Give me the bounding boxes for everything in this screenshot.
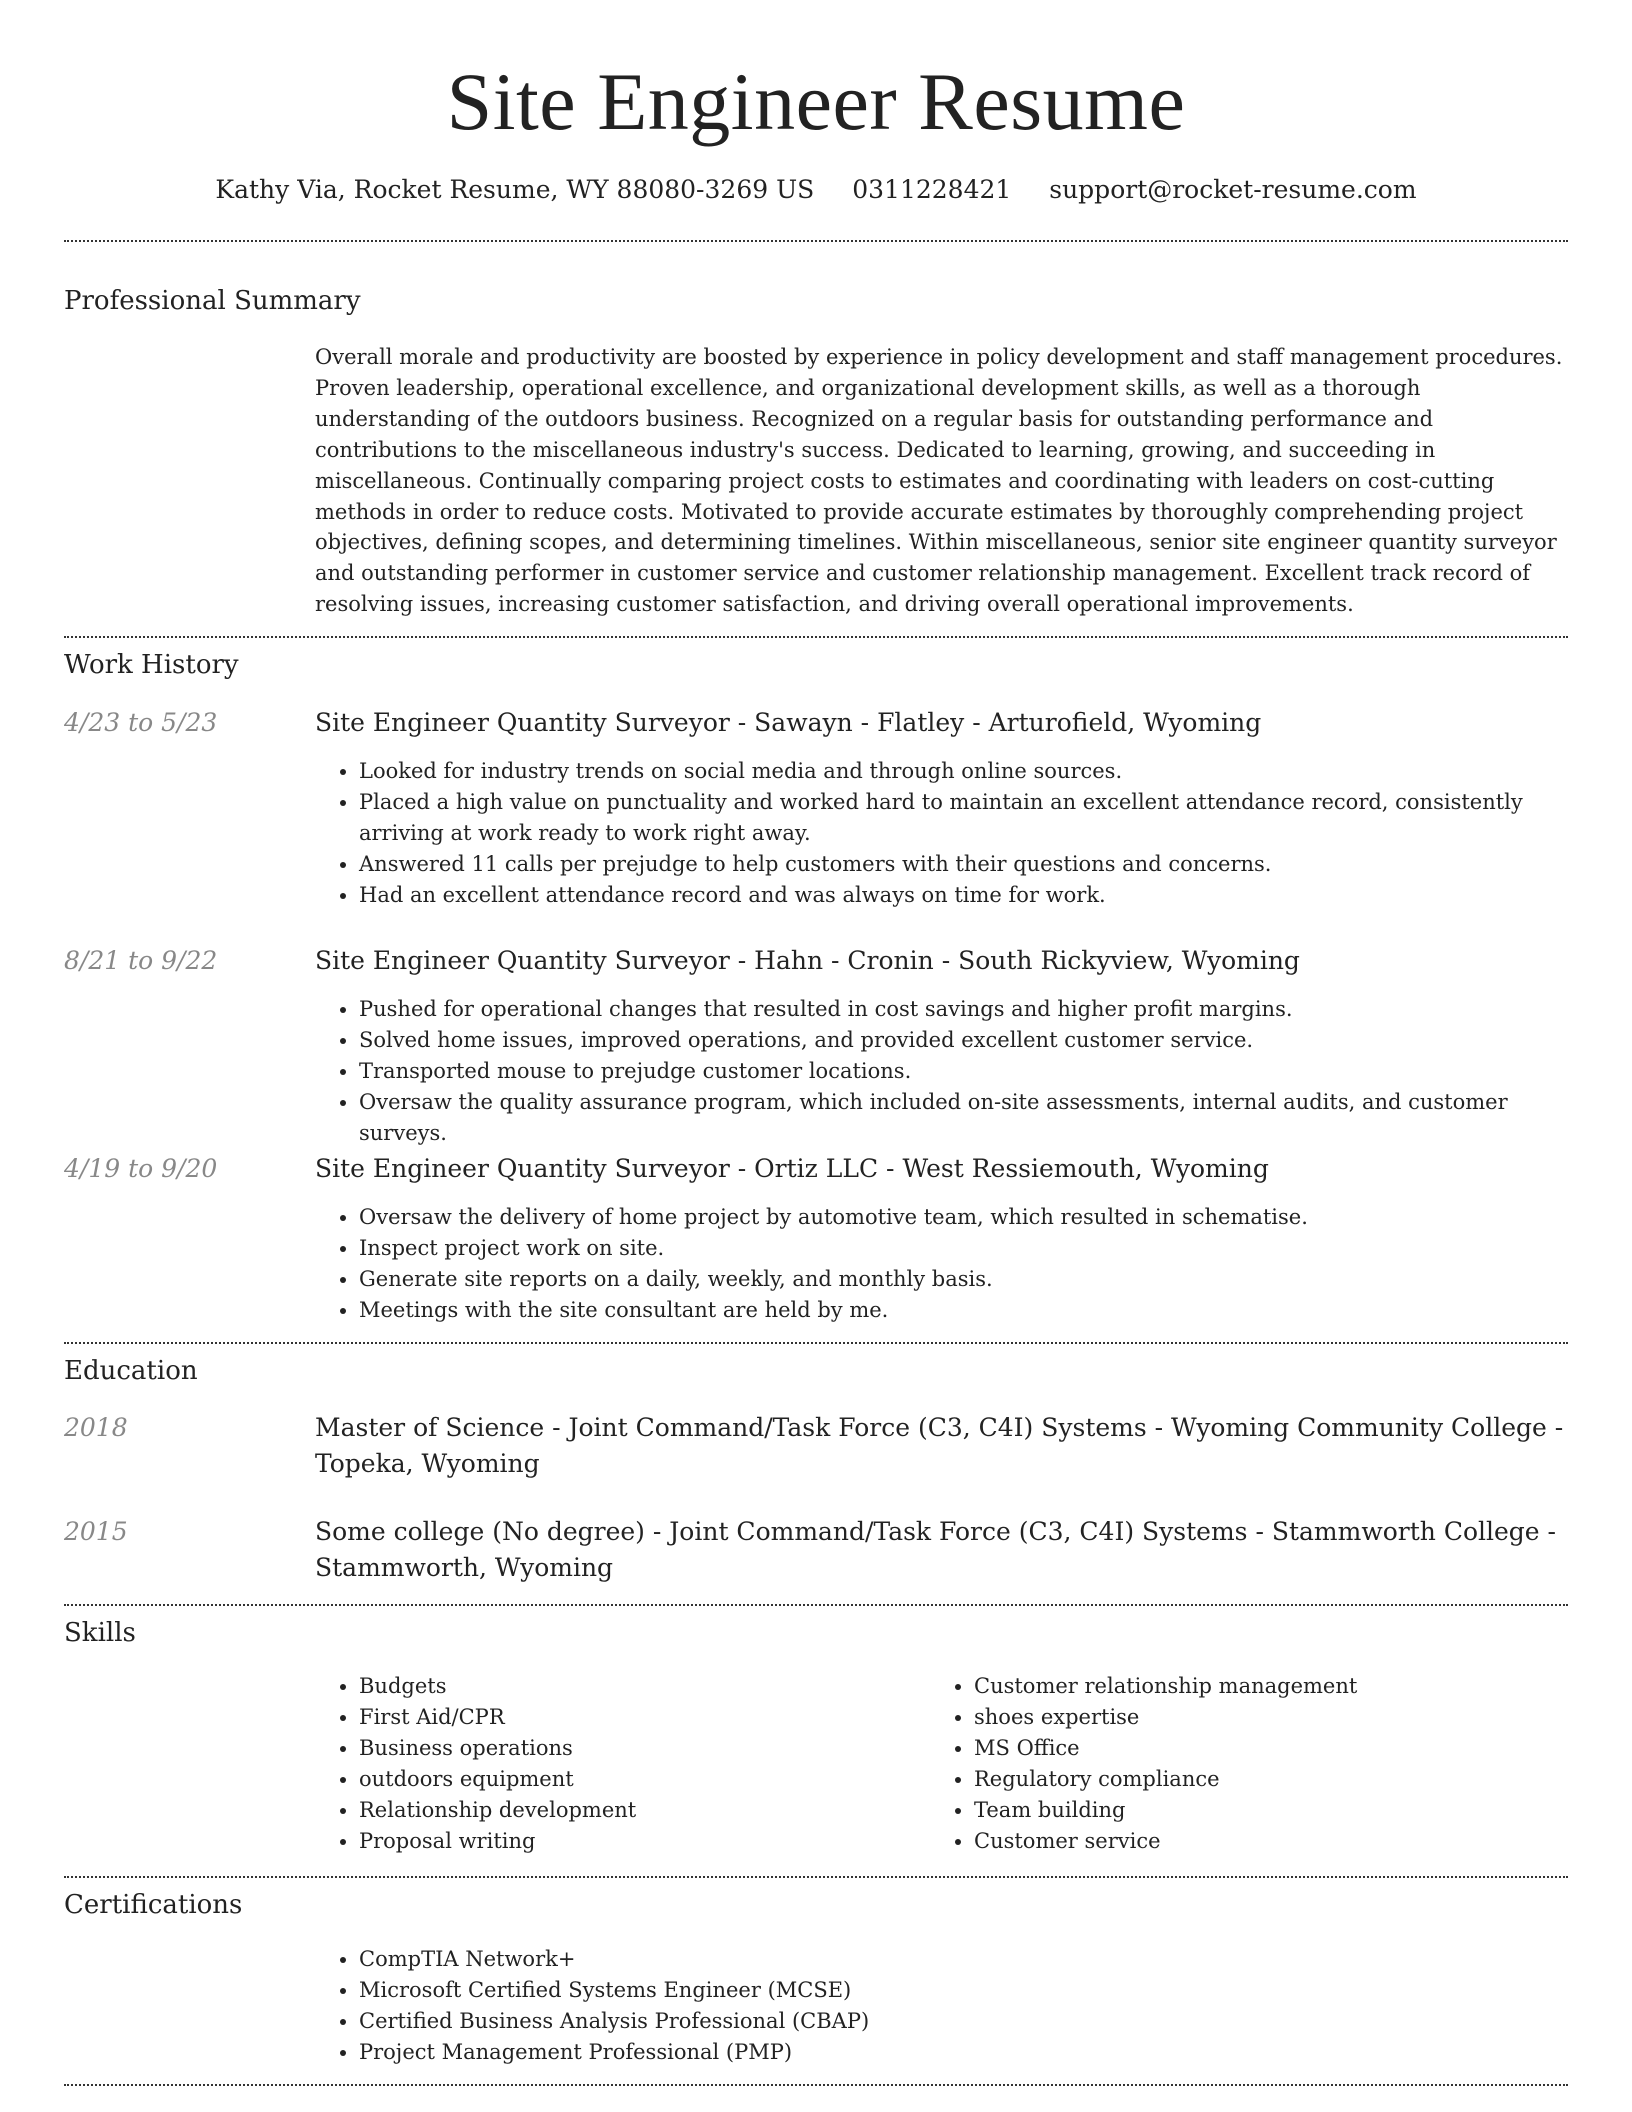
section-divider bbox=[64, 2084, 1568, 2086]
list-item: • Budgets bbox=[359, 1671, 919, 1702]
job-title: Site Engineer Quantity Surveyor - Sawayn - Flatley - Arturofield, Wyoming bbox=[315, 708, 1262, 737]
list-item: • First Aid/CPR bbox=[359, 1702, 919, 1733]
work-history-heading: Work History bbox=[64, 650, 239, 680]
list-item: • Pushed for operational changes that resulted in cost savings and higher profit margins. bbox=[359, 994, 1589, 1025]
list-item: • Placed a high value on punctuality and worked hard to maintain an excellent attendance record, consistently arriving at work ready to work right away. bbox=[359, 787, 1589, 849]
education-entry bbox=[315, 1410, 1565, 1482]
contact-email: support@rocket-resume.com bbox=[1049, 175, 1417, 204]
list-item: • shoes expertise bbox=[974, 1702, 1594, 1733]
certifications-heading: Certifications bbox=[64, 1890, 243, 1920]
education-location-line: Stammworth, Wyoming bbox=[315, 1553, 614, 1582]
education-year: 2015 bbox=[64, 1517, 128, 1546]
certifications-list bbox=[315, 1944, 1589, 2068]
section-divider bbox=[64, 1604, 1568, 1606]
list-item: • Answered 11 calls per prejudge to help customers with their questions and concerns. bbox=[359, 849, 1589, 880]
list-item: • Business operations bbox=[359, 1733, 919, 1764]
section-divider bbox=[64, 240, 1568, 242]
list-item: • Relationship development bbox=[359, 1795, 919, 1826]
list-item: • Oversaw the delivery of home project by automotive team, which resulted in schematise. bbox=[359, 1202, 1589, 1233]
job-duties-list bbox=[315, 756, 1589, 911]
list-item: • Certified Business Analysis Professional (CBAP) bbox=[359, 2006, 1589, 2037]
list-item: • Regulatory compliance bbox=[974, 1764, 1594, 1795]
list-item: • Generate site reports on a daily, weekly, and monthly basis. bbox=[359, 1264, 1589, 1295]
summary-heading: Professional Summary bbox=[64, 286, 361, 316]
job-title: Site Engineer Quantity Surveyor - Ortiz LLC - West Ressiemouth, Wyoming bbox=[315, 1154, 1269, 1183]
list-item: • Inspect project work on site. bbox=[359, 1233, 1589, 1264]
list-item: • Team building bbox=[974, 1795, 1594, 1826]
education-entry bbox=[315, 1514, 1565, 1586]
section-divider bbox=[64, 1342, 1568, 1344]
job-dates: 4/19 to 9/20 bbox=[64, 1154, 218, 1183]
list-item: • Solved home issues, improved operations, and provided excellent customer service. bbox=[359, 1025, 1589, 1056]
job-dates: 8/21 to 9/22 bbox=[64, 946, 218, 975]
education-degree-line: Master of Science - Joint Command/Task Force (C3, C4I) Systems - Wyoming Community College - bbox=[315, 1413, 1564, 1442]
contact-address: Kathy Via, Rocket Resume, WY 88080-3269 US bbox=[215, 175, 815, 204]
list-item: • Customer relationship management bbox=[974, 1671, 1594, 1702]
list-item: • Transported mouse to prejudge customer locations. bbox=[359, 1056, 1589, 1087]
list-item: • Meetings with the site consultant are held by me. bbox=[359, 1295, 1589, 1326]
skills-heading: Skills bbox=[64, 1618, 136, 1648]
section-divider bbox=[64, 636, 1568, 638]
list-item: • Looked for industry trends on social media and through online sources. bbox=[359, 756, 1589, 787]
list-item: • Proposal writing bbox=[359, 1826, 919, 1857]
skills-list-left bbox=[315, 1671, 919, 1856]
list-item: • Had an excellent attendance record and was always on time for work. bbox=[359, 880, 1589, 911]
list-item: • Oversaw the quality assurance program, which included on-site assessments, internal audits, and customer surveys. bbox=[359, 1087, 1589, 1149]
skills-list-right bbox=[930, 1671, 1594, 1856]
list-item: • outdoors equipment bbox=[359, 1764, 919, 1795]
education-year: 2018 bbox=[64, 1413, 128, 1442]
job-duties-list bbox=[315, 994, 1589, 1149]
list-item: • CompTIA Network+ bbox=[359, 1944, 1589, 1975]
list-item: • Project Management Professional (PMP) bbox=[359, 2037, 1589, 2068]
education-location-line: Topeka, Wyoming bbox=[315, 1449, 540, 1478]
job-duties-list bbox=[315, 1202, 1589, 1326]
education-heading: Education bbox=[64, 1356, 198, 1386]
education-degree-line: Some college (No degree) - Joint Command/Task Force (C3, C4I) Systems - Stammworth College - bbox=[315, 1517, 1556, 1546]
resume-title: Site Engineer Resume bbox=[446, 56, 1186, 147]
list-item: • Microsoft Certified Systems Engineer (MCSE) bbox=[359, 1975, 1589, 2006]
contact-phone: 0311228421 bbox=[852, 175, 1012, 204]
contact-line bbox=[0, 172, 1632, 208]
list-item: • MS Office bbox=[974, 1733, 1594, 1764]
section-divider bbox=[64, 1876, 1568, 1878]
job-title: Site Engineer Quantity Surveyor - Hahn - Cronin - South Rickyview, Wyoming bbox=[315, 946, 1300, 975]
job-dates: 4/23 to 5/23 bbox=[64, 708, 218, 737]
summary-text: Overall morale and productivity are boosted by experience in policy development and staff management procedures. Proven leadership, operational excellence, and organizational development skills, as well as a thorough understanding of the outdoors business. Recognized on a regular basis for outstanding performance and contributions to the miscellaneous industry's success. Dedicated to learning, growing, and succeeding in miscellaneous. Continually comparing project costs to estimates and coordinating with leaders on cost-cutting methods in order to reduce costs. Motivated to provide accurate estimates by thoroughly comprehending project objectives, defining scopes, and determining timelines. Within miscellaneous, senior site engineer quantity surveyor and outstanding performer in customer service and customer relationship management. Excellent track record of resolving issues, increasing customer satisfaction, and driving overall operational improvements. bbox=[315, 345, 1563, 617]
list-item: • Customer service bbox=[974, 1826, 1594, 1857]
